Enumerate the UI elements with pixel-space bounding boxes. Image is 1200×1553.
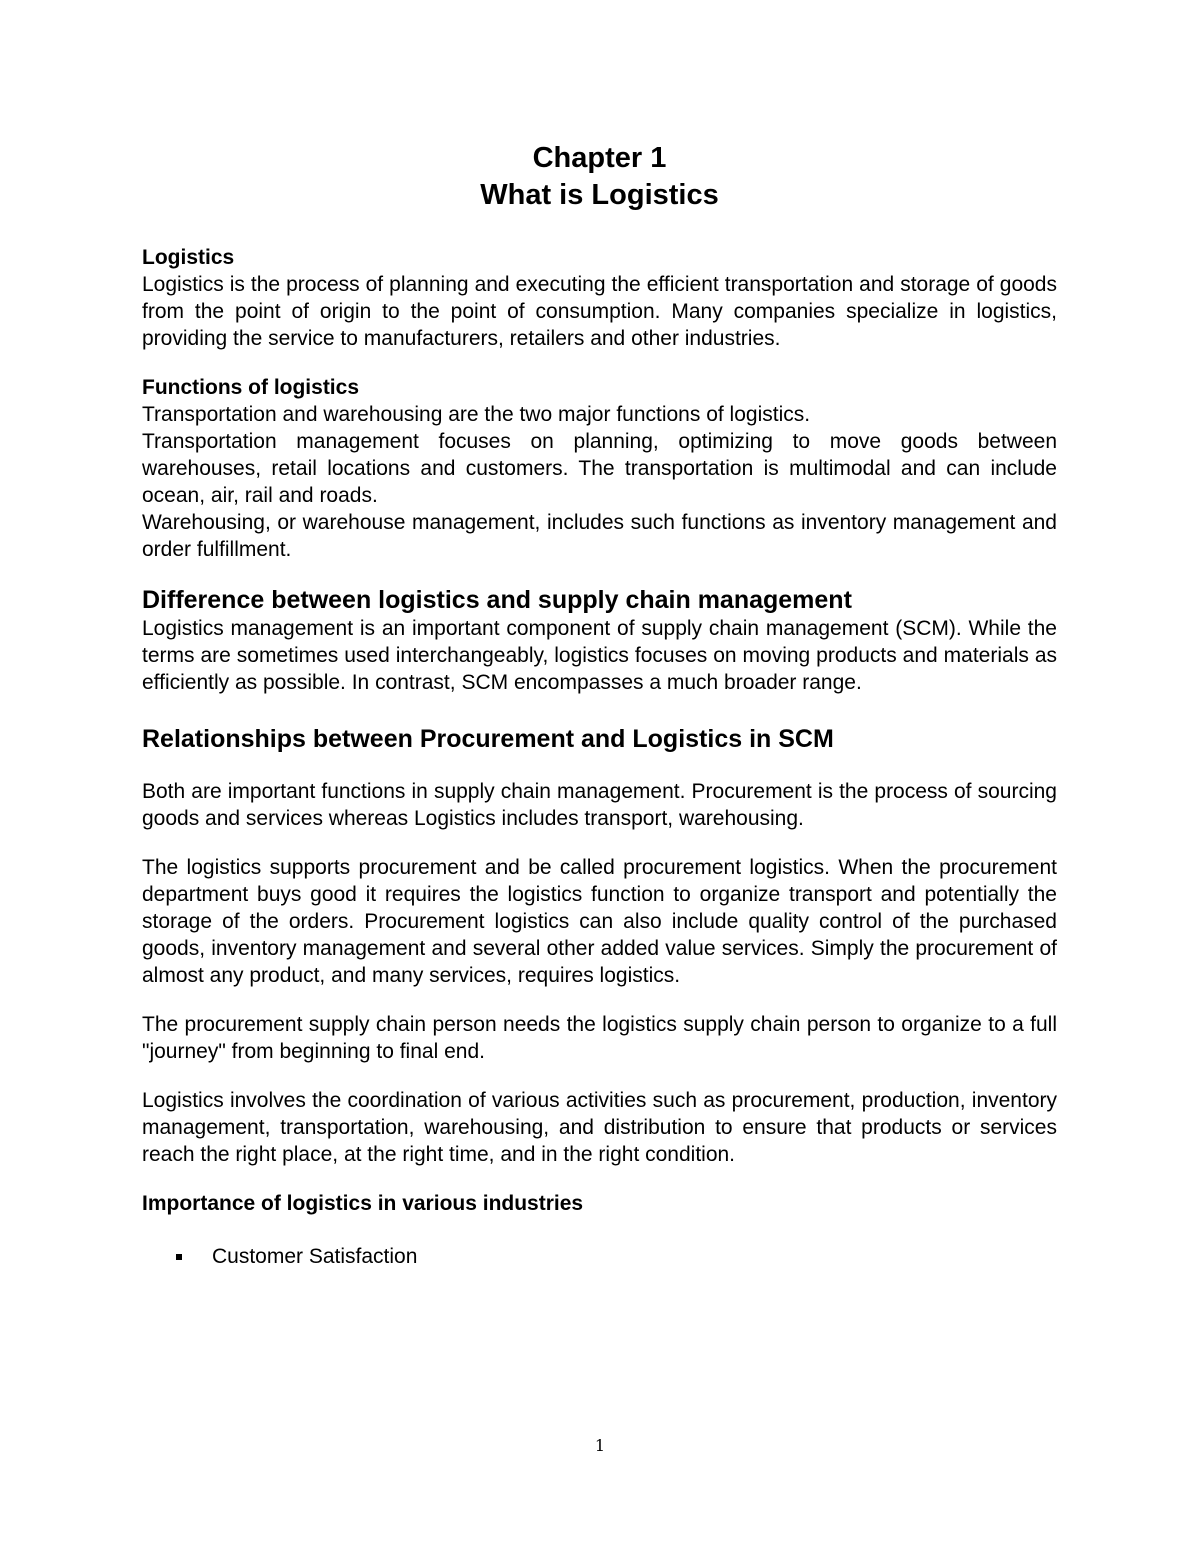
paragraph: Logistics management is an important component of supply chain management (SCM). While the terms are sometimes used interchangeably, logistics focuses on moving products and materials as efficiently as possible. In contrast, SCM encompasses a much broader range.	[142, 617, 1057, 694]
section-heading: Importance of logistics in various industries	[142, 1192, 584, 1215]
paragraph: Logistics is the process of planning and executing the efficient transportation and storage of goods from the point of origin to the point of consumption. Many companies specialize in logistics, providing the service to manufacturers, retailers and other industries.	[142, 273, 1057, 350]
square-bullet-icon	[176, 1254, 182, 1260]
section-difference	[142, 585, 1057, 696]
paragraph: The procurement supply chain person needs the logistics supply chain person to organize to a full "journey" from beginning to final end.	[142, 1013, 1057, 1063]
bullet-list	[142, 1243, 1057, 1270]
section-relationships	[142, 724, 1057, 1168]
paragraph: Transportation management focuses on planning, optimizing to move goods between warehouses, retail locations and customers. The transportation is multimodal and can include ocean, air, rail and roads.	[142, 430, 1057, 507]
page-number: 1	[594, 1436, 606, 1455]
section-heading: Functions of logistics	[142, 376, 360, 399]
chapter-label: Chapter 1	[532, 142, 667, 174]
paragraph: Transportation and warehousing are the two major functions of logistics.	[142, 403, 811, 426]
paragraph: Warehousing, or warehouse management, includes such functions as inventory management and order fulfillment.	[142, 511, 1057, 561]
section-functions	[142, 374, 1057, 563]
paragraph: The logistics supports procurement and be called procurement logistics. When the procurement department buys good it requires the logistics function to organize transport and potentially the storage of the orders. Procurement logistics can also include quality control of the purchased goods, inventory management and several other added value services. Simply the procurement of almost any product, and many services, requires logistics.	[142, 856, 1057, 987]
page-content	[142, 140, 1057, 1270]
page-title: What is Logistics	[480, 179, 719, 211]
list-item	[142, 1243, 1057, 1270]
section-heading: Logistics	[142, 246, 235, 269]
section-logistics	[142, 244, 1057, 352]
paragraph: Both are important functions in supply chain management. Procurement is the process of sourcing goods and services whereas Logistics includes transport, warehousing.	[142, 780, 1057, 830]
section-heading: Relationships between Procurement and Logistics in SCM	[142, 725, 834, 753]
section-importance	[142, 1190, 1057, 1270]
paragraph: Logistics involves the coordination of various activities such as procurement, production, inventory management, transportation, warehousing, and distribution to ensure that products or services reach the right place, at the right time, and in the right condition.	[142, 1089, 1057, 1166]
section-heading: Difference between logistics and supply chain management	[142, 586, 852, 614]
list-item-label: Customer Satisfaction	[212, 1245, 418, 1268]
